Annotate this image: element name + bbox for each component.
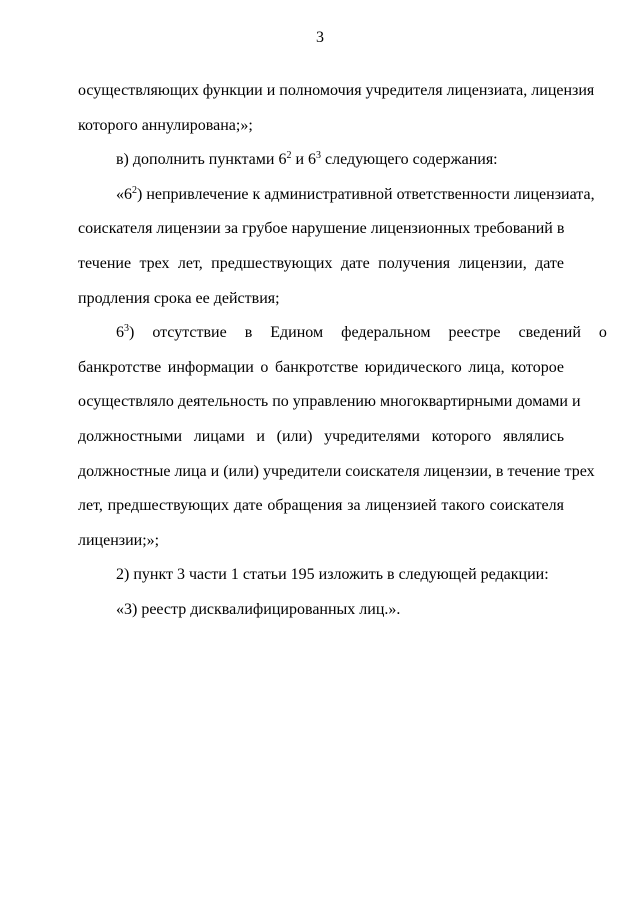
paragraph-3-line-1-rest: ) непривлечение к административной ответственности лицензиата, — [137, 185, 595, 203]
paragraph-4-num: 6 — [116, 324, 124, 342]
paragraph-3-line-3: течение трех лет, предшествующих дате получения лицензии, дате — [78, 254, 564, 272]
paragraph-3-line-4: продления срока ее действия; — [78, 289, 280, 307]
superscript-2: 2 — [286, 150, 292, 162]
paragraph-4-line-2: банкротстве информации о банкротстве юридического лица, которое — [78, 358, 564, 376]
paragraph-4-line-1-rest: ) отсутствие в Едином федеральном реестре сведений о — [129, 324, 607, 342]
paragraph-4-line-3: осуществляло деятельность по управлению многоквартирными домами и — [78, 393, 581, 411]
page-number: 3 — [316, 29, 324, 46]
paragraph-1-line-2: которого аннулирована;»; — [78, 116, 253, 134]
superscript-3: 3 — [124, 323, 129, 335]
paragraph-4-line-7: лицензии;»; — [78, 531, 160, 549]
paragraph-2-prefix: в) дополнить пунктами 6 — [116, 151, 287, 169]
paragraph-5-line-1: 2) пункт 3 части 1 статьи 195 изложить в следующей редакции: — [116, 566, 549, 584]
paragraph-4-line-5: должностные лица и (или) учредители соискателя лицензии, в течение трех — [78, 462, 595, 480]
document-body — [78, 74, 607, 628]
superscript-2: 2 — [132, 184, 137, 196]
superscript-3: 3 — [316, 150, 321, 162]
paragraph-3-quote-open: «6 — [116, 185, 132, 203]
paragraph-4-line-6: лет, предшествующих дате обращения за лицензией такого соискателя — [78, 497, 564, 515]
paragraph-4-line-1 — [78, 316, 607, 351]
paragraph-3-line-2: соискателя лицензии за грубое нарушение лицензионных требований в — [78, 220, 565, 238]
paragraph-2-middle: и 6 — [291, 151, 316, 169]
paragraph-2-suffix: следующего содержания: — [321, 151, 498, 169]
paragraph-2-line-1 — [78, 143, 564, 178]
paragraph-3-line-1 — [78, 178, 595, 213]
paragraph-1-line-1: осуществляющих функции и полномочия учредителя лицензиата, лицензия — [78, 82, 595, 99]
paragraph-4-line-4: должностными лицами и (или) учредителями которого являлись — [78, 427, 564, 445]
paragraph-6-line-1: «3) реестр дисквалифицированных лиц.». — [116, 600, 401, 618]
